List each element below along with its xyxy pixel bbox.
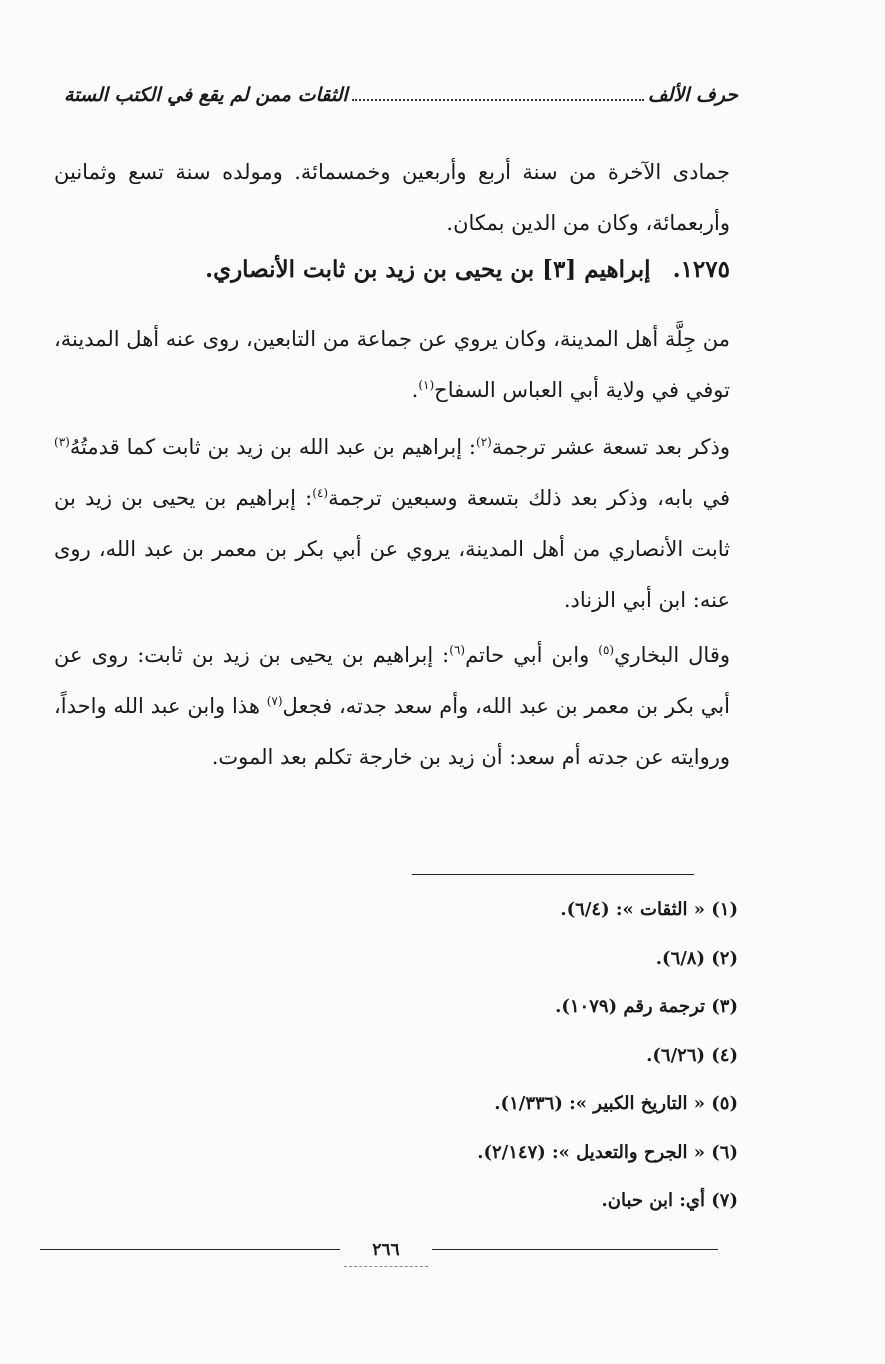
paragraph-1: جمادى الآخرة من سنة أربع وأربعين وخمسمائة. ومولده سنة تسع وثمانين وأربعمائة، وكان من الدين بمكان. <box>54 160 730 235</box>
paragraph-2-end: . <box>411 378 419 402</box>
paragraph-3 <box>54 422 730 626</box>
running-header <box>64 84 738 114</box>
header-book-title: الثقات ممن لم يقع في الكتب الستة <box>64 84 348 106</box>
footnote-3: (٣) ترجمة رقم (١٠٧٩). <box>555 996 738 1017</box>
footnote-mark-3: (٣) <box>54 435 70 449</box>
page-number: ٢٦٦ <box>344 1236 428 1267</box>
paragraph-3-b: : إبراهيم بن عبد الله بن زيد بن ثابت كما قدمتُهُ <box>69 435 476 459</box>
paragraph-4-b: وابن أبي حاتم <box>465 643 599 667</box>
footnote-6: (٦) « الجرح والتعديل »: (٢/١٤٧). <box>477 1141 738 1163</box>
header-chapter: حرف الألف <box>647 84 738 106</box>
footnote-2: (٢) (٦/٨). <box>655 947 738 969</box>
paragraph-3-d: : إبراهيم بن يحيى بن زيد بن ثابت الأنصاري من أهل المدينة، يروي عن أبي بكر بن معمر بن عبد الله، روى عنه: ابن أبي الزناد. <box>54 486 730 612</box>
footnote-1: (١) « الثقات »: (٦/٤). <box>560 899 738 920</box>
footnote-mark-7: (٧) <box>266 694 283 708</box>
paragraph-4 <box>54 630 730 783</box>
footnote-7: (٧) أي: ابن حبان. <box>601 1190 738 1211</box>
bottom-rule-right <box>432 1249 718 1250</box>
footnotes <box>300 886 738 1226</box>
footnote-mark-2: (٢) <box>476 435 492 449</box>
entry-number: ١٢٧٥. <box>672 256 730 283</box>
paragraph-2 <box>54 314 730 416</box>
footnote-mark-5: (٥) <box>598 643 615 657</box>
entry-heading <box>180 250 730 290</box>
footnote-mark-6: (٦) <box>449 643 466 657</box>
entry-title: إبراهيم [٣] بن يحيى بن زيد بن ثابت الأنصاري. <box>205 256 651 283</box>
paragraph-3-a: وذكر بعد تسعة عشر ترجمة <box>491 435 730 459</box>
footnote-mark-1: (١) <box>418 378 435 392</box>
paragraph-3-c: في بابه، وذكر بعد ذلك بتسعة وسبعين ترجمة <box>328 486 731 510</box>
footnote-4: (٤) (٦/٢٦). <box>646 1044 738 1066</box>
paragraph-4-c: : إبراهيم بن يحيى بن زيد بن ثابت: روى عن أبي بكر بن معمر بن عبد الله، وأم سعد جدته، فجعل <box>54 643 730 718</box>
paragraph-4-a: وقال البخاري <box>614 643 731 667</box>
paragraph-2-text: من جِلَّة أهل المدينة، وكان يروي عن جماعة من التابعين، روى عنه أهل المدينة، توفي في ولاية أبي العباس السفاح <box>54 327 730 402</box>
footnote-mark-4: (٤) <box>312 486 329 500</box>
footnote-divider <box>412 874 694 875</box>
footnote-5: (٥) « التاريخ الكبير »: (١/٣٣٦). <box>494 1093 738 1114</box>
header-dots <box>352 98 644 101</box>
paragraph-4-d: هذا وابن عبد الله واحداً، وروايته عن جدته أم سعد: أن زيد بن خارجة تكلم بعد الموت. <box>54 694 730 769</box>
bottom-rule-left <box>40 1249 340 1250</box>
